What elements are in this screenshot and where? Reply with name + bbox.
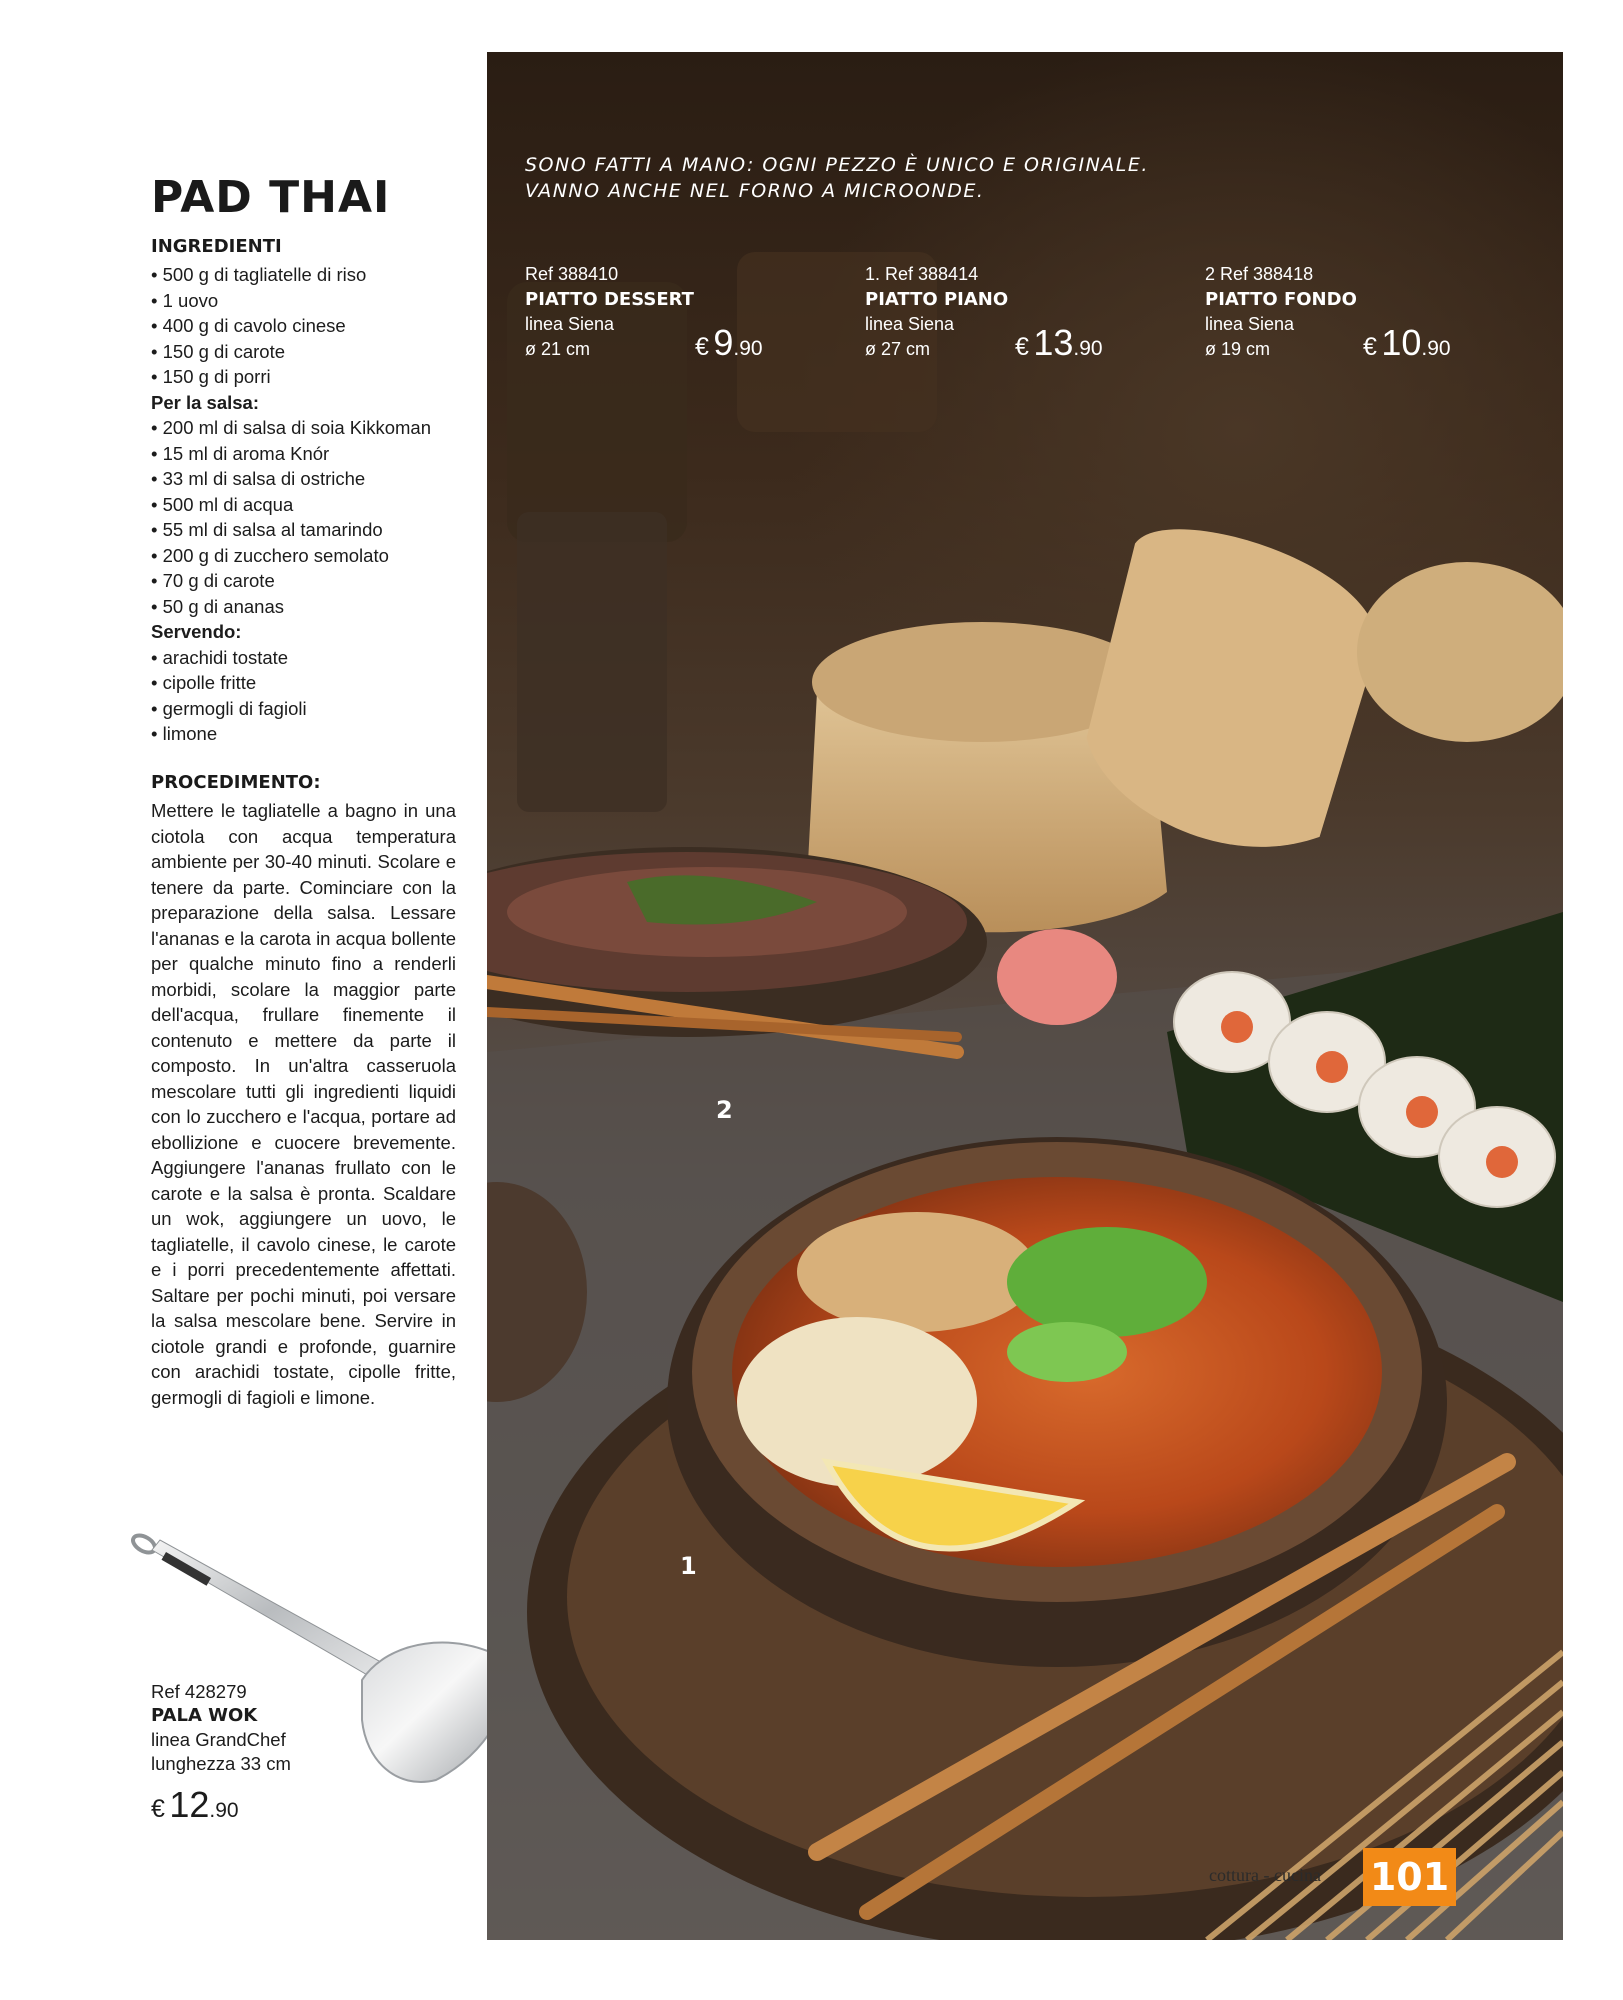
ingredient-item: • germogli di fagioli bbox=[151, 696, 471, 722]
price-currency: € bbox=[1015, 333, 1029, 361]
product-line: linea Siena bbox=[865, 314, 955, 334]
ingredient-item: • 50 g di ananas bbox=[151, 594, 471, 620]
recipe-title: PAD THAI bbox=[151, 172, 391, 223]
ingredient-item: • cipolle fritte bbox=[151, 670, 471, 696]
ingredient-item: • 500 ml di acqua bbox=[151, 492, 471, 518]
ladle-line: linea GrandChef bbox=[151, 1729, 286, 1750]
photo-label-2: 2 bbox=[716, 1096, 733, 1124]
footer-category: cottura - cucina bbox=[1209, 1865, 1321, 1885]
procedure-text: Mettere le tagliatelle a bagno in una ciotola con acqua temperatura ambiente per 30-40 minuti. Scolare e tenere da parte. Cominciare con la preparazione della salsa. Lessare l'ananas e la carota in acqua bollente per qualche minuto fino a renderli morbidi, scolare la maggior parte dell'acqua, frullare finemente il contenuto e mettere da parte il composto. In un'altra casseruola mescolare tutti gli ingredienti liquidi con lo zucchero e l'acqua, portare ad ebollizione e cuocere brevemente. Aggiungere l'ananas frullato con le carote e la salsa è pronta. Scaldare un wok, aggiungere un uovo, le tagliatelle, il cavolo cinese, le carote e i porri precedentemente affettati. Saltare per pochi minuti, poi versare la salsa mescolare bene. Servire in ciotole grandi e profonde, guarnire con arachidi tostate, cipolle fritte, germogli di fagioli e limone. bbox=[151, 800, 456, 1408]
product-line: linea Siena bbox=[525, 314, 615, 334]
price-decimal: .90 bbox=[1073, 337, 1103, 360]
product-ref: 1. Ref 388414 bbox=[865, 264, 979, 284]
ingredient-item: • 70 g di carote bbox=[151, 568, 471, 594]
product-ref: 2 Ref 388418 bbox=[1205, 264, 1314, 284]
procedure-heading: PROCEDIMENTO: bbox=[151, 772, 321, 793]
ingredient-subheading: Per la salsa: bbox=[151, 391, 259, 413]
product-dessert-price bbox=[695, 322, 763, 364]
ingredient-item: • 150 g di carote bbox=[151, 339, 471, 365]
product-line: linea Siena bbox=[1205, 314, 1295, 334]
product-dessert-plate bbox=[525, 262, 694, 362]
price-integer: 9 bbox=[713, 322, 734, 363]
ingredient-item: • 1 uovo bbox=[151, 288, 471, 314]
price-currency: € bbox=[695, 333, 709, 361]
price-currency: € bbox=[1363, 333, 1377, 361]
ingredient-item: • 200 g di zucchero semolato bbox=[151, 543, 471, 569]
ingredient-subheading: Servendo: bbox=[151, 621, 242, 642]
page-number: 101 bbox=[1363, 1848, 1456, 1906]
price-integer: 12 bbox=[169, 1784, 210, 1825]
ingredient-item: • 400 g di cavolo cinese bbox=[151, 313, 471, 339]
ingredients-list bbox=[151, 262, 471, 747]
food-photo bbox=[487, 52, 1563, 1940]
product-size: ø 19 cm bbox=[1205, 339, 1271, 359]
product-name: PIATTO FONDO bbox=[1205, 289, 1357, 310]
price-currency: € bbox=[151, 1795, 165, 1823]
product-deep-price bbox=[1363, 322, 1451, 364]
ladle-price bbox=[151, 1784, 239, 1826]
ladle-info bbox=[151, 1680, 291, 1776]
product-size: ø 27 cm bbox=[865, 339, 931, 359]
product-flat-price bbox=[1015, 322, 1103, 364]
photo-label-1: 1 bbox=[680, 1552, 697, 1580]
price-decimal: .90 bbox=[209, 1799, 239, 1822]
price-integer: 10 bbox=[1381, 322, 1422, 363]
ingredient-item: • 200 ml di salsa di soia Kikkoman bbox=[151, 415, 471, 441]
ingredients-heading: INGREDIENTI bbox=[151, 236, 282, 257]
ladle-length: lunghezza 33 cm bbox=[151, 1753, 291, 1774]
ingredient-item: • 500 g di tagliatelle di riso bbox=[151, 262, 471, 288]
product-flat-plate bbox=[865, 262, 1008, 362]
price-decimal: .90 bbox=[1421, 337, 1451, 360]
tagline: SONO FATTI A MANO: OGNI PEZZO È UNICO E ORIGINALE. VANNO ANCHE NEL FORNO A MICROONDE. bbox=[525, 154, 1149, 202]
ingredient-item: • limone bbox=[151, 721, 471, 747]
price-integer: 13 bbox=[1033, 322, 1074, 363]
ingredient-item: • 150 g di porri bbox=[151, 364, 471, 390]
ingredient-item: • 15 ml di aroma Knór bbox=[151, 441, 471, 467]
ingredient-item: • 55 ml di salsa al tamarindo bbox=[151, 517, 471, 543]
product-deep-plate bbox=[1205, 262, 1357, 362]
price-decimal: .90 bbox=[733, 337, 763, 360]
ingredient-item: • 33 ml di salsa di ostriche bbox=[151, 466, 471, 492]
product-size: ø 21 cm bbox=[525, 339, 591, 359]
product-ref: Ref 388410 bbox=[525, 264, 619, 284]
product-name: PIATTO DESSERT bbox=[525, 289, 694, 310]
product-name: PIATTO PIANO bbox=[865, 289, 1009, 310]
ladle-ref: Ref 428279 bbox=[151, 1681, 247, 1702]
ingredient-item: • arachidi tostate bbox=[151, 645, 471, 671]
ladle-name: PALA WOK bbox=[151, 1705, 258, 1726]
